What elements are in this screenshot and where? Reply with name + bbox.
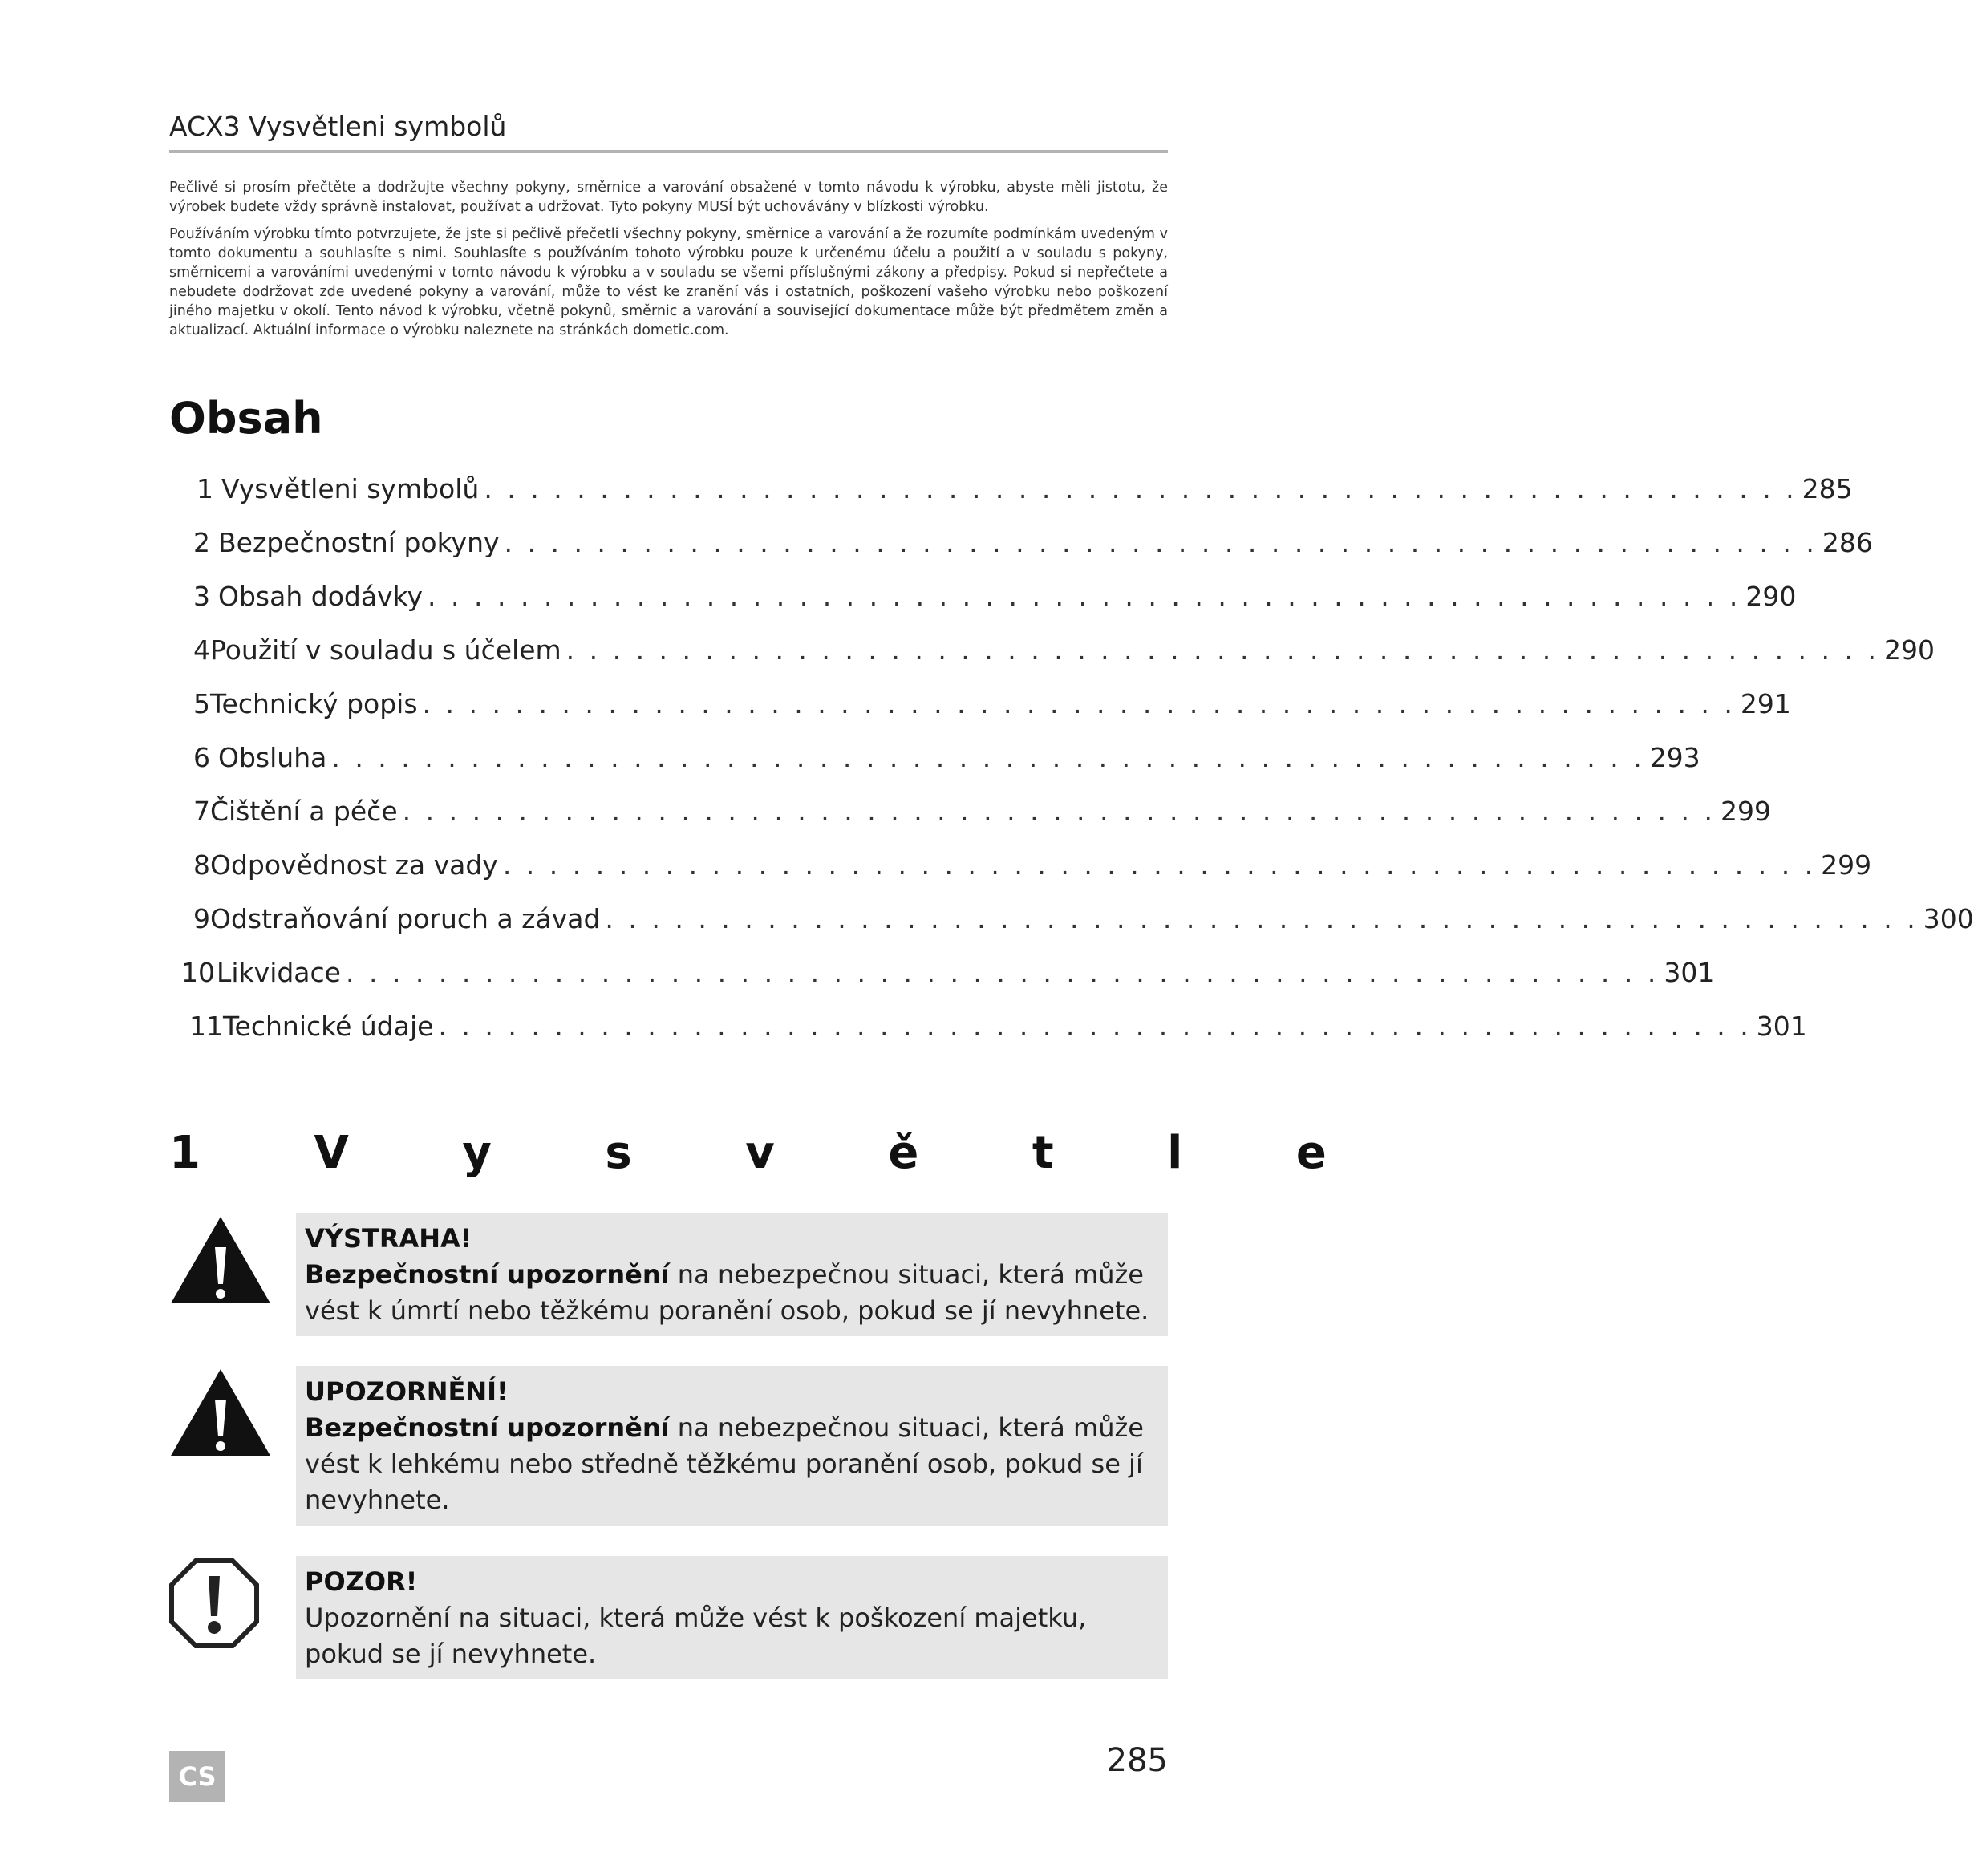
running-header: ACX3 Vysvětleni symbolů xyxy=(169,111,1168,153)
toc-leader-dots: . . . . . . . . . . . . . . . . . . . . . . . . . . . . . . . . . . . . . . . . . . . . . . . . . . . . . . . . . xyxy=(428,581,1741,612)
warning-notice xyxy=(296,1213,1168,1336)
toc-entry[interactable] xyxy=(181,957,1715,992)
toc-entry-label: Vysvětleni symbolů xyxy=(221,473,480,504)
section-heading-char: V xyxy=(314,1127,349,1179)
toc-entry-label: Čištění a péče xyxy=(210,796,398,827)
section-heading-char: v xyxy=(745,1127,775,1179)
toc-entry-label: Likvidace xyxy=(217,957,341,988)
toc-title: Obsah xyxy=(169,393,323,444)
toc-entry-number: 7 xyxy=(193,796,210,827)
intro-text xyxy=(169,178,1168,348)
toc-leader-dots: . . . . . . . . . . . . . . . . . . . . . . . . . . . . . . . . . . . . . . . . . . . . . . . . . . . . . . . . . xyxy=(502,849,1817,881)
toc-entry-number: 6 xyxy=(193,742,210,773)
section-heading-char: e xyxy=(1295,1127,1327,1179)
toc-entry[interactable] xyxy=(193,634,1935,670)
toc-leader-dots: . . . . . . . . . . . . . . . . . . . . . . . . . . . . . . . . . . . . . . . . . . . . . . . . . . . . . . . . . xyxy=(345,957,1660,988)
section-heading-char: ě xyxy=(888,1127,919,1179)
toc-leader-dots: . . . . . . . . . . . . . . . . . . . . . . . . . . . . . . . . . . . . . . . . . . . . . . . . . . . . . . . . . xyxy=(565,634,1879,666)
toc-entry-label: Použití v souladu s účelem xyxy=(210,634,561,666)
toc-entry-page: 290 xyxy=(1883,634,1935,666)
notice-octagon-icon xyxy=(169,1558,259,1651)
notice-text: na nebezpečnou situaci, která může vést k lehkému nebo středně těžkému poranění osob, pokud se jí nevyhnete. xyxy=(305,1412,1144,1515)
toc-entry-label: Obsluha xyxy=(218,742,327,773)
toc-leader-dots: . . . . . . . . . . . . . . . . . . . . . . . . . . . . . . . . . . . . . . . . . . . . . . . . . . . . . . . . . xyxy=(504,527,1818,558)
section-heading xyxy=(169,1127,1327,1179)
language-badge: CS xyxy=(169,1751,225,1802)
section-heading-char: s xyxy=(605,1127,632,1179)
toc-entry-number: 3 xyxy=(193,581,210,612)
toc-entry[interactable] xyxy=(193,796,1771,831)
toc-entry-page: 300 xyxy=(1923,903,1974,934)
toc-entry-number: 1 xyxy=(197,473,213,504)
toc-entry-label: Technický popis xyxy=(210,688,418,719)
section-heading-char: l xyxy=(1167,1127,1183,1179)
toc-leader-dots: . . . . . . . . . . . . . . . . . . . . . . . . . . . . . . . . . . . . . . . . . . . . . . . . . . . . . . . . . xyxy=(438,1011,1752,1042)
notice-text: na nebezpečnou situaci, která může vést k úmrtí nebo těžkému poranění osob, pokud se jí nevyhnete. xyxy=(305,1259,1149,1326)
toc-entry-number: 10 xyxy=(181,957,215,988)
toc-leader-dots: . . . . . . . . . . . . . . . . . . . . . . . . . . . . . . . . . . . . . . . . . . . . . . . . . . . . . . . . . xyxy=(605,903,1919,934)
toc-entry-label: Odpovědnost za vady xyxy=(210,849,498,881)
notice-bold-lead: Bezpečnostní upozornění xyxy=(305,1412,670,1443)
notice-title: VÝSTRAHA! xyxy=(305,1223,472,1254)
section-heading-char: 1 xyxy=(169,1127,201,1179)
toc-entry[interactable] xyxy=(193,688,1791,723)
toc-entry-page: 290 xyxy=(1745,581,1797,612)
toc-entry-number: 9 xyxy=(193,903,210,934)
toc-entry-label: Technické údaje xyxy=(223,1011,434,1042)
toc-entry-page: 301 xyxy=(1664,957,1715,988)
notice-bold-lead: Bezpečnostní upozornění xyxy=(305,1259,670,1290)
toc-entry-number: 11 xyxy=(189,1011,223,1042)
section-heading-char: y xyxy=(462,1127,492,1179)
toc-leader-dots: . . . . . . . . . . . . . . . . . . . . . . . . . . . . . . . . . . . . . . . . . . . . . . . . . . . . . . . . . xyxy=(422,688,1736,719)
intro-paragraph-2: Používáním výrobku tímto potvrzujete, že jste si pečlivě přečetli všechny pokyny, směrnice a varování a že rozumíte podmínkám uvedeným v tomto dokumentu a souhlasíte s nimi. Souhlasíte s používáním tohoto výrobku pouze k určenému účelu a použití a v souladu s pokyny, směrnicemi a varováními uvedenými v tomto návodu k výrobku a v souladu se všemi příslušnými zákony a předpisy. Pokud si nepřečtete a nebudete dodržovat zde uvedené pokyny a varování, může to vést ke zranění vás i ostatních, poškození vašeho výrobku nebo poškození jiného majetku v okolí. Tento návod k výrobku, včetně pokynů, směrnic a varování a související dokumentace může být předmětem změn a aktualizací. Aktuální informace o výrobku naleznete na stránkách dometic.com. xyxy=(169,226,1168,338)
page-number: 285 xyxy=(1106,1742,1168,1779)
toc-entry-label: Odstraňování poruch a závad xyxy=(210,903,601,934)
intro-paragraph-1: Pečlivě si prosím přečtěte a dodržujte všechny pokyny, směrnice a varování obsažené v tomto návodu k výrobku, abyste měli jistotu, že výrobek budete vždy správně instalovat, používat a udržovat. Tyto pokyny MUSÍ být uchovávány v blízkosti výrobku. xyxy=(169,180,1168,215)
toc-entry-page: 285 xyxy=(1802,473,1853,504)
toc-entry[interactable] xyxy=(193,742,1700,777)
warning-triangle-icon xyxy=(169,1215,272,1308)
caution-notice xyxy=(296,1366,1168,1526)
toc-entry-page: 286 xyxy=(1822,527,1873,558)
toc-leader-dots: . . . . . . . . . . . . . . . . . . . . . . . . . . . . . . . . . . . . . . . . . . . . . . . . . . . . . . . . . xyxy=(331,742,1645,773)
notice-text: Upozornění na situaci, která může vést k poškození majetku, pokud se jí nevyhnete. xyxy=(305,1603,1087,1669)
toc-entry-label: Obsah dodávky xyxy=(218,581,424,612)
toc-leader-dots: . . . . . . . . . . . . . . . . . . . . . . . . . . . . . . . . . . . . . . . . . . . . . . . . . . . . . . . . . xyxy=(484,473,1798,504)
toc-entry[interactable] xyxy=(189,1011,1807,1046)
warning-triangle-icon xyxy=(169,1367,272,1461)
toc-entry-number: 2 xyxy=(193,527,210,558)
notice-title: POZOR! xyxy=(305,1566,418,1597)
toc-entry-page: 291 xyxy=(1740,688,1791,719)
toc-entry-page: 299 xyxy=(1720,796,1771,827)
toc-entry[interactable] xyxy=(193,903,1974,938)
toc-entry-page: 299 xyxy=(1821,849,1872,881)
toc-entry[interactable] xyxy=(193,581,1797,616)
notice-title: UPOZORNĚNÍ! xyxy=(305,1376,509,1407)
toc-entry-page: 301 xyxy=(1756,1011,1807,1042)
toc-entry[interactable] xyxy=(193,849,1872,885)
toc-entry-number: 5 xyxy=(193,688,210,719)
toc-entry-page: 293 xyxy=(1649,742,1700,773)
toc-entry[interactable] xyxy=(193,527,1873,562)
toc-leader-dots: . . . . . . . . . . . . . . . . . . . . . . . . . . . . . . . . . . . . . . . . . . . . . . . . . . . . . . . . . xyxy=(402,796,1716,827)
toc-entry[interactable] xyxy=(197,473,1853,509)
toc-entry-number: 8 xyxy=(193,849,210,881)
toc-entry-label: Bezpečnostní pokyny xyxy=(218,527,500,558)
notice-box xyxy=(296,1556,1168,1679)
section-heading-char: t xyxy=(1032,1127,1054,1179)
toc-entry-number: 4 xyxy=(193,634,210,666)
